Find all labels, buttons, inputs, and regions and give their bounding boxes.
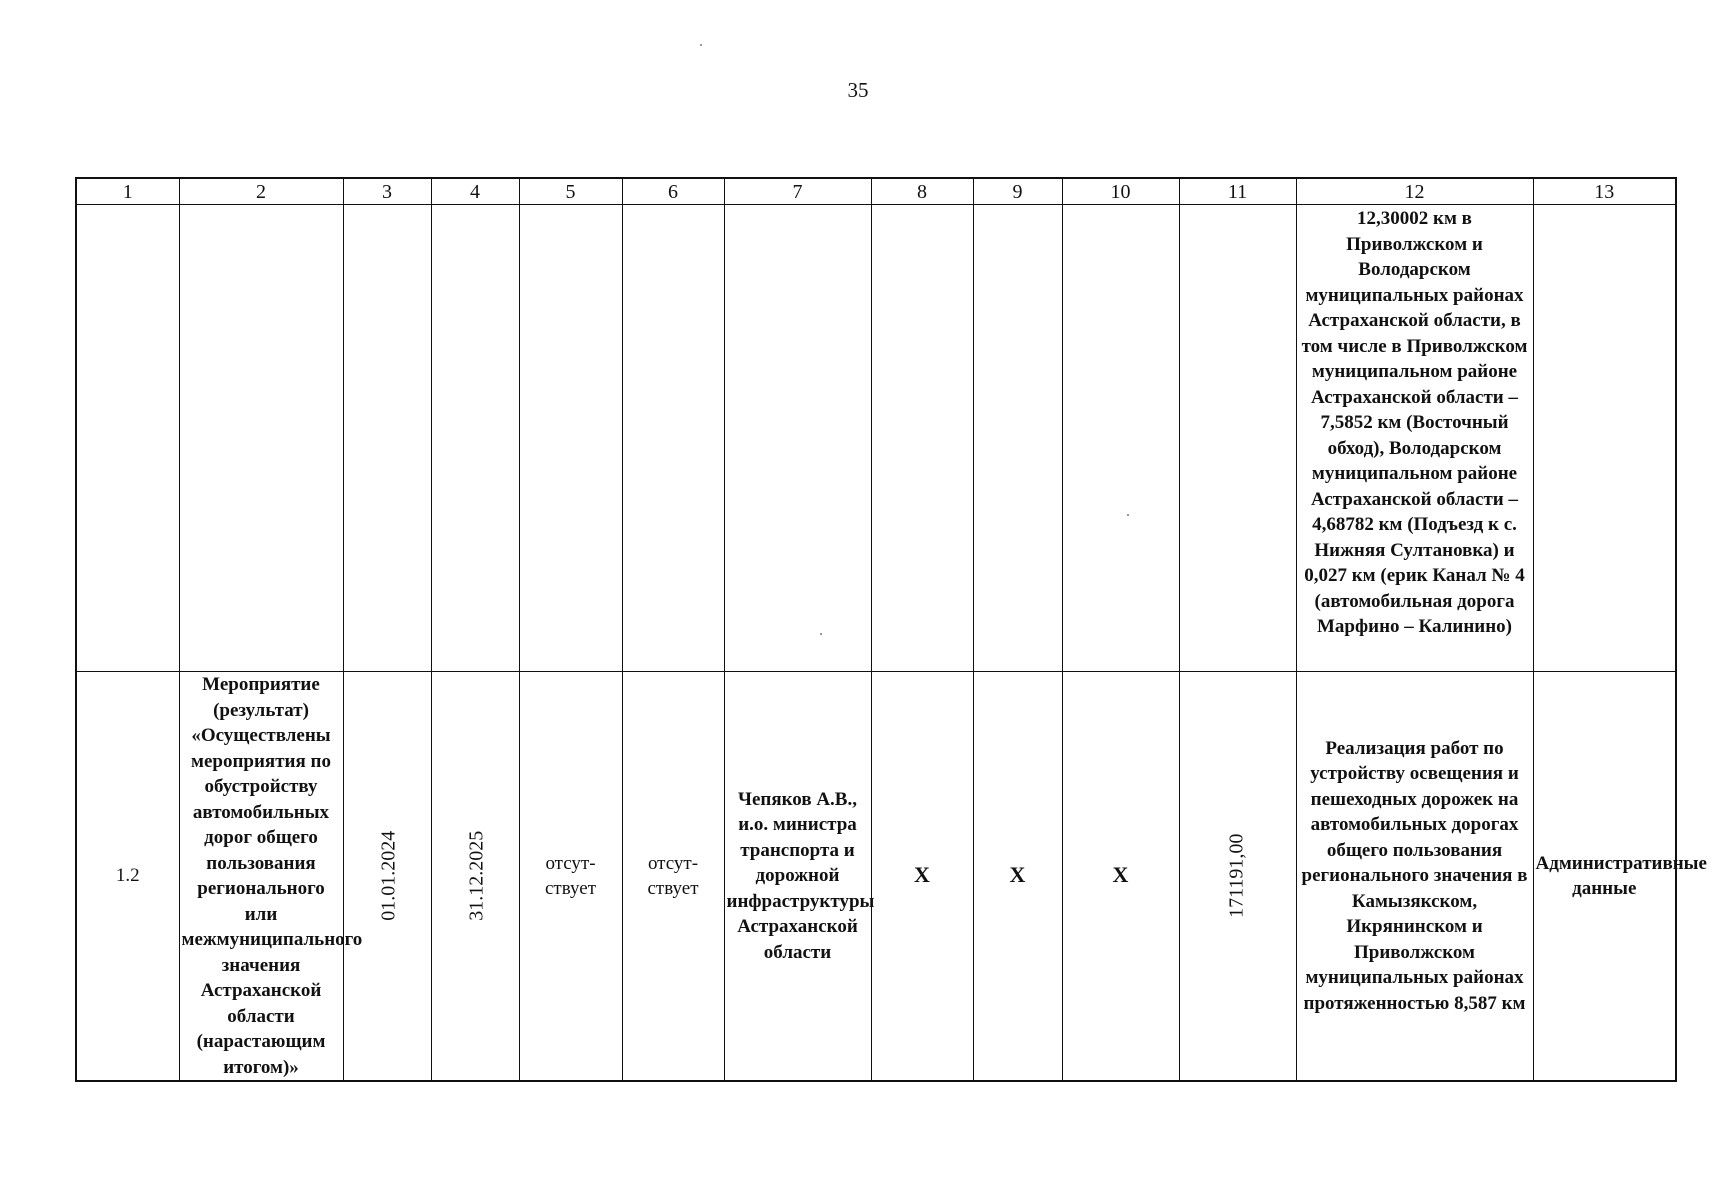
scan-speck <box>700 44 702 46</box>
result-description: 12,30002 км в Приволжском и Володарском муниципальных районах Астраханской области, в том числе в Приволжском муниципальном районе Астраханской области – 7,5852 км (Восточный обход), Володарском муниципальном районе Астраханской области – 4,68782 км (Подъезд к с. Нижняя Султановка) и 0,027 км (ерик Канал № 4 (автомобильная дорога Марфино – Калинино) <box>1301 208 1528 637</box>
table-cell <box>724 205 871 672</box>
table-cell <box>179 205 343 672</box>
header-cell: 1 <box>76 178 179 205</box>
header-cell: 12 <box>1296 178 1533 205</box>
table-row <box>76 672 1676 1082</box>
page-number: 35 <box>847 78 869 102</box>
table-cell <box>76 205 179 672</box>
measure-name: Мероприятие (результат) «Осуществлены мероприятия по обустройству автомобильных дорог общего пользования регионального или межмуниципального значения Астраханской области (нарастающим итогом)» <box>181 674 363 1078</box>
table-cell <box>622 672 724 1082</box>
header-cell: 6 <box>622 178 724 205</box>
start-date-cell <box>343 672 431 1082</box>
table-cell <box>973 672 1062 1082</box>
responsible-person: Чепяков А.В., и.о. министра транспорта и дорожной инфраструктуры Астраханской области <box>726 788 875 963</box>
start-date: 01.01.2024 <box>376 831 399 921</box>
amount: 171191,00 <box>1225 833 1248 919</box>
header-cell: 8 <box>871 178 973 205</box>
table-cell <box>519 205 622 672</box>
end-date-cell <box>431 672 519 1082</box>
table-cell <box>343 205 431 672</box>
result-description: Реализация работ по устройству освещения и пешеходных дорожек на автомобильных дорогах общего пользования регионального значения в Камызякском, Икрянинском и Приволжском муниципальных районах протяженностью 8,587 км <box>1301 737 1528 1014</box>
table-row <box>76 205 1676 672</box>
cell-value: отсут-ствует <box>544 852 597 899</box>
end-date: 31.12.2025 <box>464 831 487 921</box>
amount-cell <box>1179 672 1296 1082</box>
plan-table <box>75 177 1707 1082</box>
header-cell: 10 <box>1062 178 1179 205</box>
header-cell: 5 <box>519 178 622 205</box>
table-cell <box>1062 205 1179 672</box>
row-number: 1.2 <box>76 672 179 1082</box>
table-cell <box>1296 205 1533 672</box>
cell-value: отсут-ствует <box>647 852 699 899</box>
table-cell <box>622 205 724 672</box>
table-cell <box>973 205 1062 672</box>
header-cell: 11 <box>1179 178 1296 205</box>
measure-name-cell <box>179 672 363 1082</box>
table-cell <box>871 672 973 1082</box>
table-header-row <box>76 178 1676 205</box>
data-source-cell <box>1533 672 1707 1082</box>
table-cell <box>431 205 519 672</box>
table-cell <box>1533 205 1676 672</box>
responsible-cell <box>724 672 875 1082</box>
header-cell: 3 <box>343 178 431 205</box>
header-cell: 7 <box>724 178 871 205</box>
table-cell <box>519 672 622 1082</box>
x-mark: Х <box>914 862 930 888</box>
table-cell <box>1179 205 1296 672</box>
header-cell: 4 <box>431 178 519 205</box>
x-mark: Х <box>1112 862 1129 888</box>
result-cell <box>1296 672 1533 1082</box>
table-cell <box>1062 672 1179 1082</box>
table-cell <box>871 205 973 672</box>
header-cell: 2 <box>179 178 343 205</box>
data-source: Административные данные <box>1535 852 1707 899</box>
header-cell: 9 <box>973 178 1062 205</box>
x-mark: Х <box>1009 862 1026 888</box>
header-cell: 13 <box>1533 178 1676 205</box>
